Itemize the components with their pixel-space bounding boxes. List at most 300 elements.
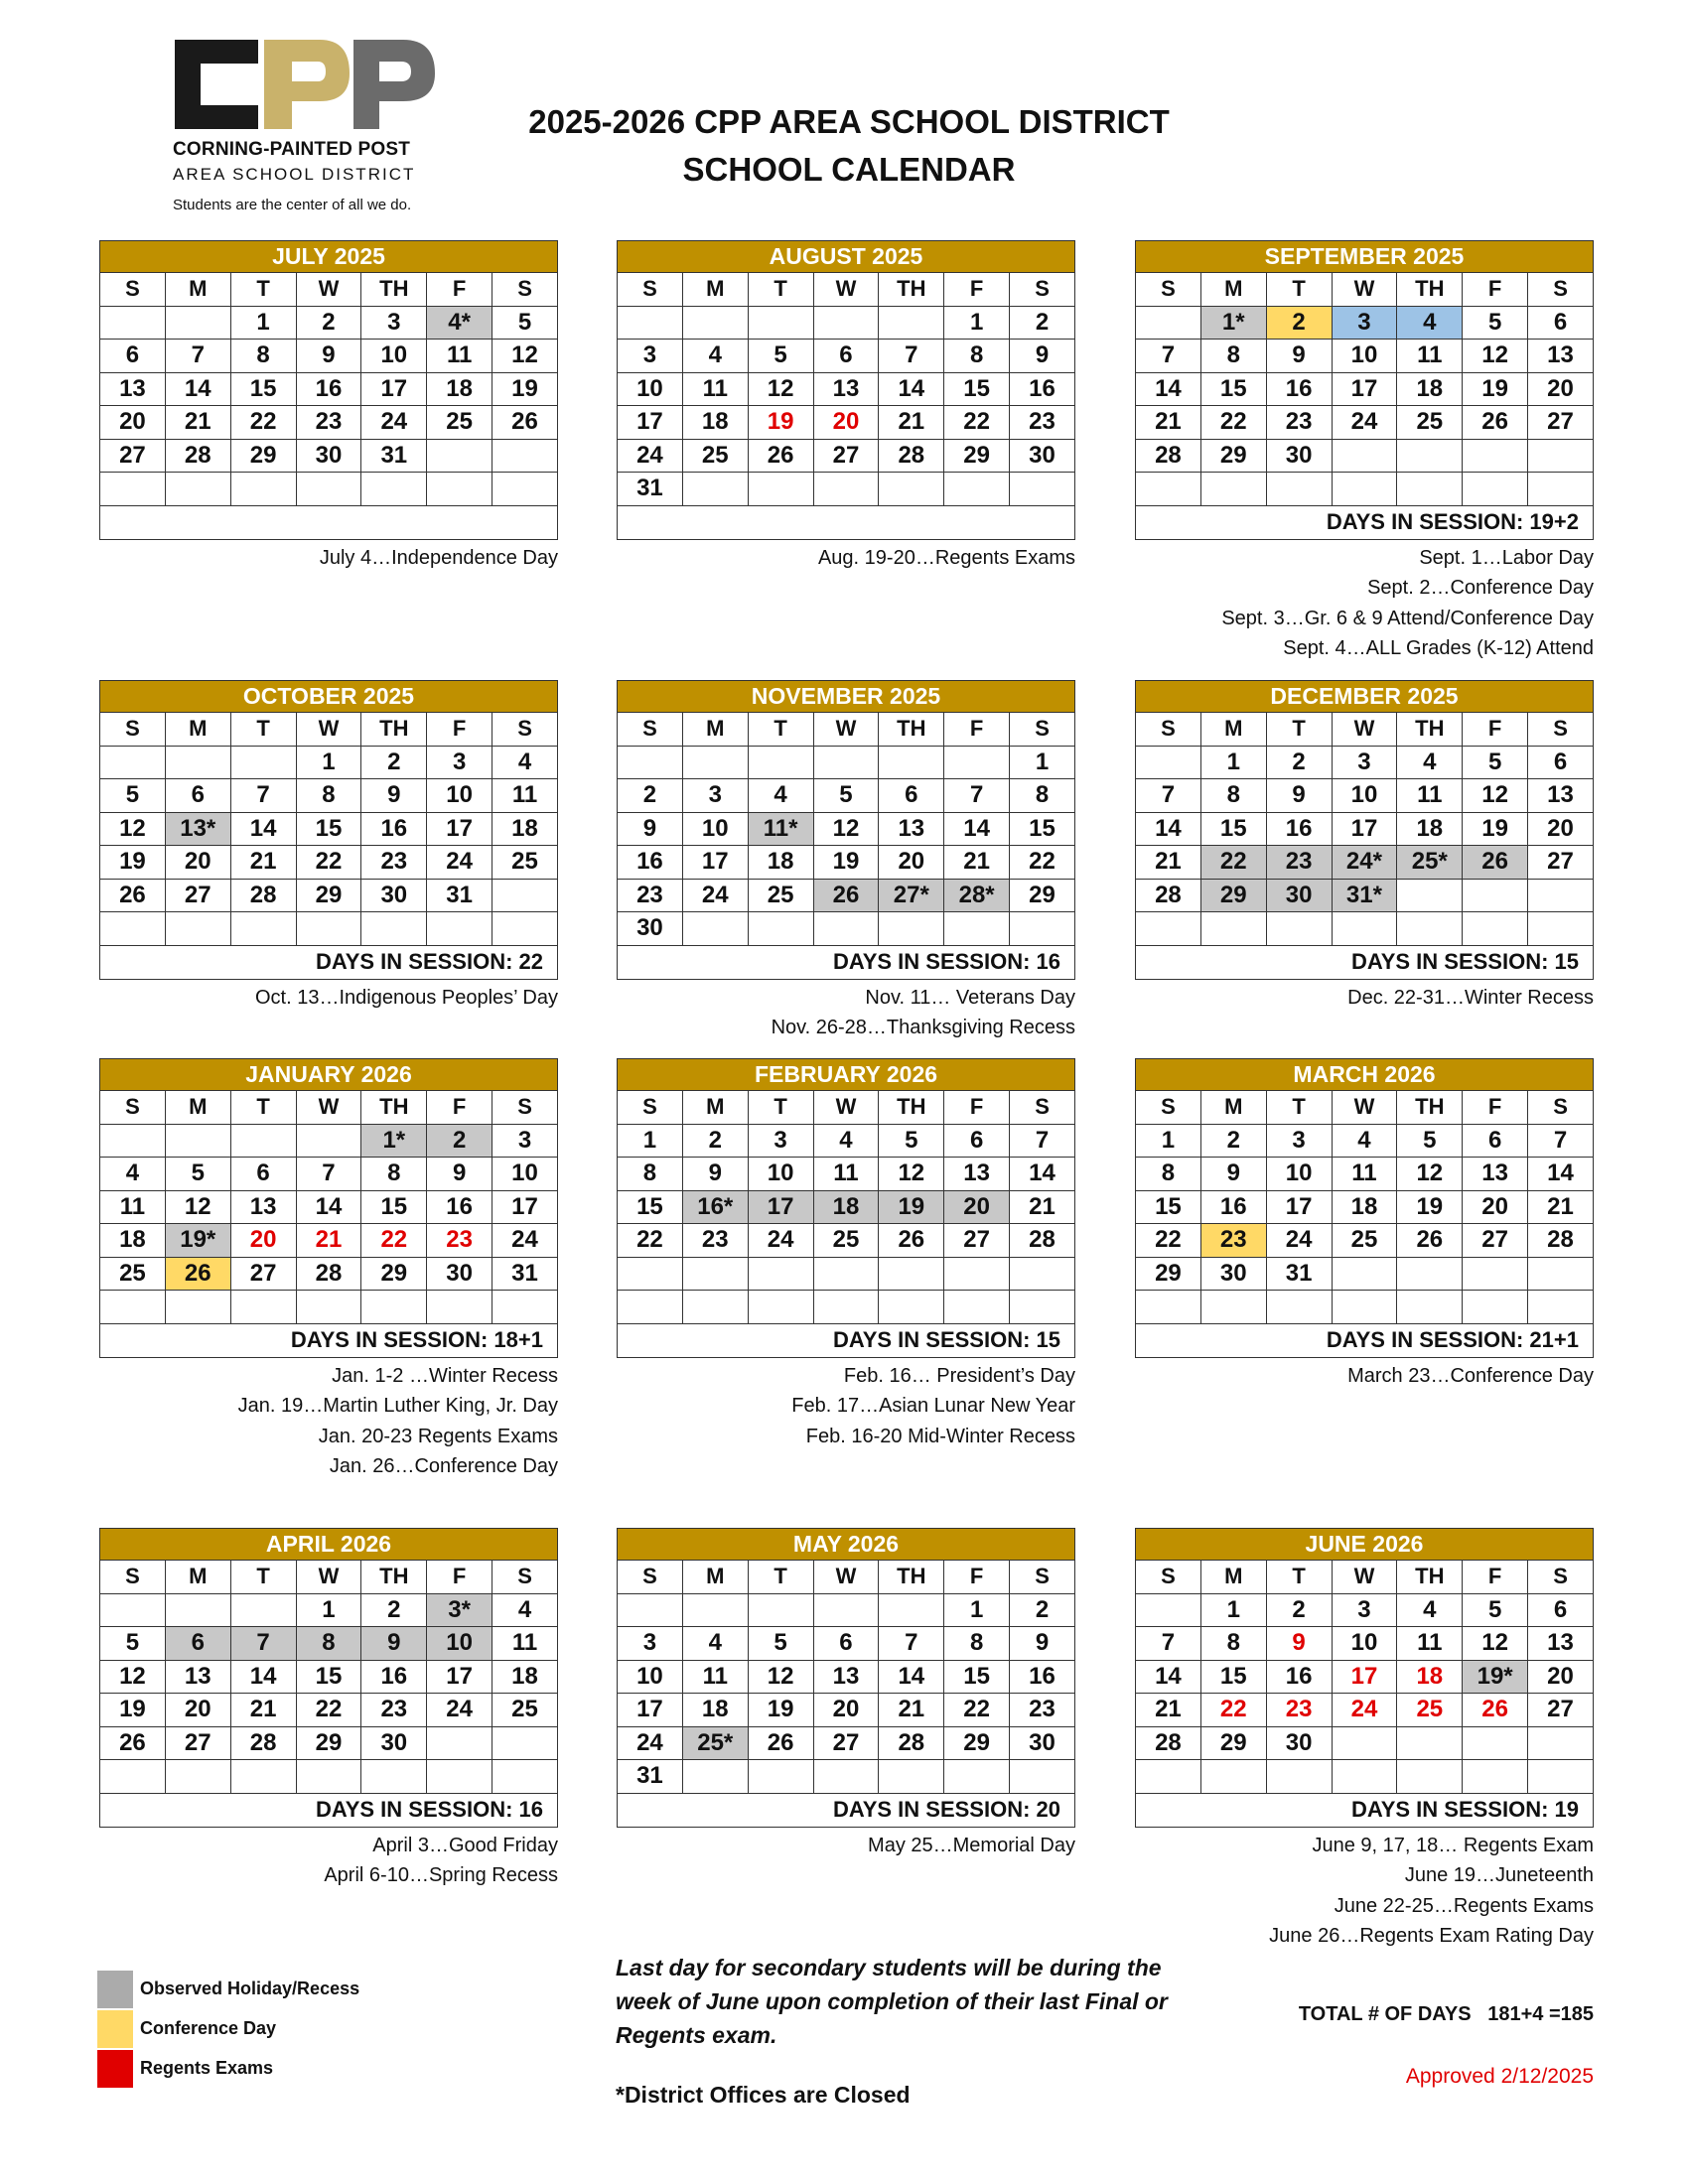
month-calendar bbox=[99, 1058, 558, 1482]
empty-day-cell bbox=[492, 439, 558, 473]
weekday-header: T bbox=[748, 273, 813, 307]
month-name: MARCH 2026 bbox=[1136, 1059, 1594, 1091]
weekday-header: M bbox=[165, 273, 230, 307]
day-cell: 2 bbox=[1266, 306, 1332, 340]
empty-day-cell bbox=[296, 473, 361, 506]
day-cell: 5 bbox=[1463, 746, 1528, 779]
day-cell: 9 bbox=[1266, 340, 1332, 373]
legend-label: Conference Day bbox=[140, 2018, 277, 2038]
day-cell: 6 bbox=[100, 340, 166, 373]
day-cell: 21 bbox=[230, 1694, 296, 1727]
day-cell: 16 bbox=[361, 812, 427, 846]
month-table bbox=[99, 680, 558, 980]
empty-day-cell bbox=[682, 1291, 748, 1324]
week-row bbox=[1136, 1726, 1594, 1760]
week-row bbox=[618, 340, 1075, 373]
day-cell: 23 bbox=[361, 1694, 427, 1727]
week-row bbox=[100, 1124, 558, 1158]
weekday-header: W bbox=[813, 273, 879, 307]
day-cell: 27 bbox=[1463, 1224, 1528, 1258]
day-cell: 12 bbox=[879, 1158, 944, 1191]
day-cell: 23 bbox=[618, 879, 683, 912]
week-row bbox=[100, 1694, 558, 1727]
day-cell: 6 bbox=[879, 779, 944, 813]
empty-day-cell bbox=[618, 746, 683, 779]
weekday-header: F bbox=[944, 1091, 1010, 1125]
day-cell: 30 bbox=[427, 1257, 492, 1291]
empty-day-cell bbox=[165, 912, 230, 946]
day-cell: 20 bbox=[165, 1694, 230, 1727]
empty-day-cell bbox=[1136, 1291, 1201, 1324]
week-row bbox=[1136, 746, 1594, 779]
days-in-session: DAYS IN SESSION: 21+1 bbox=[1136, 1323, 1594, 1357]
days-in-session: DAYS IN SESSION: 19+2 bbox=[1136, 505, 1594, 539]
weekday-header: M bbox=[682, 713, 748, 747]
weekday-header: W bbox=[813, 1091, 879, 1125]
empty-day-cell bbox=[748, 1593, 813, 1627]
week-row bbox=[618, 306, 1075, 340]
empty-day-cell bbox=[1397, 473, 1463, 506]
day-cell: 13 bbox=[100, 372, 166, 406]
empty-day-cell bbox=[100, 1760, 166, 1794]
empty-day-cell bbox=[492, 1726, 558, 1760]
day-cell: 1 bbox=[618, 1124, 683, 1158]
day-cell: 20 bbox=[1528, 1660, 1594, 1694]
day-cell: 8 bbox=[944, 340, 1010, 373]
weekday-header: S bbox=[1010, 273, 1075, 307]
day-cell: 11 bbox=[1397, 779, 1463, 813]
weekday-header: M bbox=[1200, 1561, 1266, 1594]
week-row bbox=[100, 306, 558, 340]
weekday-header: S bbox=[492, 273, 558, 307]
day-cell: 28 bbox=[230, 1726, 296, 1760]
days-in-session bbox=[100, 505, 558, 539]
empty-day-cell bbox=[296, 1291, 361, 1324]
month-note: Sept. 1…Labor Day bbox=[1419, 546, 1594, 569]
day-cell: 21 bbox=[944, 846, 1010, 880]
day-cell: 10 bbox=[427, 1627, 492, 1661]
day-cell: 15 bbox=[944, 372, 1010, 406]
month-notes bbox=[99, 543, 558, 574]
day-cell: 24 bbox=[1332, 1694, 1397, 1727]
week-row bbox=[618, 912, 1075, 946]
empty-day-cell bbox=[427, 439, 492, 473]
empty-day-cell bbox=[682, 1257, 748, 1291]
day-cell: 6 bbox=[1528, 746, 1594, 779]
day-cell: 23 bbox=[1266, 406, 1332, 440]
day-cell: 28 bbox=[1136, 879, 1201, 912]
day-cell: 19 bbox=[100, 846, 166, 880]
week-row bbox=[618, 846, 1075, 880]
month-name: OCTOBER 2025 bbox=[100, 681, 558, 713]
empty-day-cell bbox=[879, 306, 944, 340]
weekday-header: TH bbox=[361, 713, 427, 747]
day-cell: 1* bbox=[1200, 306, 1266, 340]
day-cell: 12 bbox=[1463, 1627, 1528, 1661]
weekday-header: W bbox=[813, 1561, 879, 1594]
day-cell: 21 bbox=[1136, 1694, 1201, 1727]
month-table bbox=[99, 240, 558, 540]
day-cell: 6 bbox=[1463, 1124, 1528, 1158]
day-cell: 7 bbox=[1136, 779, 1201, 813]
empty-day-cell bbox=[1136, 306, 1201, 340]
week-row bbox=[100, 1627, 558, 1661]
week-row bbox=[1136, 1694, 1594, 1727]
day-cell: 4 bbox=[1397, 1593, 1463, 1627]
day-cell: 7 bbox=[230, 1627, 296, 1661]
day-cell: 12 bbox=[748, 1660, 813, 1694]
weekday-header: W bbox=[1332, 713, 1397, 747]
day-cell: 14 bbox=[165, 372, 230, 406]
day-cell: 24 bbox=[1266, 1224, 1332, 1258]
weekday-header: M bbox=[682, 1091, 748, 1125]
day-cell: 26 bbox=[165, 1257, 230, 1291]
month-table bbox=[99, 1058, 558, 1358]
empty-day-cell bbox=[1332, 1291, 1397, 1324]
day-cell: 30 bbox=[296, 439, 361, 473]
legend-item-regents bbox=[97, 2050, 415, 2090]
empty-day-cell bbox=[296, 1760, 361, 1794]
logo-district-name: CORNING-PAINTED POST bbox=[173, 139, 411, 160]
month-note: April 6-10…Spring Recess bbox=[324, 1864, 558, 1886]
empty-day-cell bbox=[100, 1593, 166, 1627]
day-cell: 15 bbox=[1010, 812, 1075, 846]
day-cell: 15 bbox=[944, 1660, 1010, 1694]
day-cell: 18 bbox=[1332, 1190, 1397, 1224]
day-cell: 3 bbox=[1332, 1593, 1397, 1627]
day-cell: 12 bbox=[100, 1660, 166, 1694]
day-cell: 8 bbox=[361, 1158, 427, 1191]
legend bbox=[97, 1971, 415, 2090]
month-notes bbox=[617, 1361, 1075, 1452]
day-cell: 9 bbox=[427, 1158, 492, 1191]
empty-day-cell bbox=[1528, 879, 1594, 912]
day-cell: 16* bbox=[682, 1190, 748, 1224]
day-cell: 2 bbox=[1010, 1593, 1075, 1627]
day-cell: 8 bbox=[944, 1627, 1010, 1661]
day-cell: 13 bbox=[944, 1158, 1010, 1191]
day-cell: 15 bbox=[618, 1190, 683, 1224]
empty-day-cell bbox=[1136, 473, 1201, 506]
day-cell: 14 bbox=[879, 372, 944, 406]
day-cell: 8 bbox=[1200, 779, 1266, 813]
week-row bbox=[1136, 1660, 1594, 1694]
weekday-header: M bbox=[1200, 273, 1266, 307]
day-cell: 10 bbox=[492, 1158, 558, 1191]
day-cell: 6 bbox=[165, 1627, 230, 1661]
day-cell: 29 bbox=[1010, 879, 1075, 912]
day-cell: 29 bbox=[944, 439, 1010, 473]
day-cell: 25 bbox=[1397, 1694, 1463, 1727]
empty-day-cell bbox=[748, 1291, 813, 1324]
day-cell: 14 bbox=[1136, 1660, 1201, 1694]
day-cell: 2 bbox=[1200, 1124, 1266, 1158]
day-cell: 23 bbox=[1266, 1694, 1332, 1727]
week-row bbox=[618, 1257, 1075, 1291]
week-row bbox=[618, 1224, 1075, 1258]
empty-day-cell bbox=[813, 1257, 879, 1291]
day-cell: 2 bbox=[361, 1593, 427, 1627]
day-cell: 18 bbox=[100, 1224, 166, 1258]
day-cell: 18 bbox=[492, 812, 558, 846]
day-cell: 10 bbox=[1332, 1627, 1397, 1661]
empty-day-cell bbox=[618, 1291, 683, 1324]
week-row bbox=[618, 1291, 1075, 1324]
week-row bbox=[100, 912, 558, 946]
month-notes bbox=[1135, 543, 1594, 664]
day-cell: 5 bbox=[1463, 1593, 1528, 1627]
day-cell: 5 bbox=[165, 1158, 230, 1191]
day-cell: 27 bbox=[1528, 1694, 1594, 1727]
weekday-header: TH bbox=[1397, 273, 1463, 307]
month-note: March 23…Conference Day bbox=[1347, 1364, 1594, 1387]
day-cell: 24 bbox=[618, 439, 683, 473]
day-cell: 19 bbox=[1397, 1190, 1463, 1224]
legend-item-holiday bbox=[97, 1971, 415, 2010]
month-table bbox=[617, 1528, 1075, 1828]
weekday-header: S bbox=[1136, 1091, 1201, 1125]
weekday-header: TH bbox=[879, 1091, 944, 1125]
day-cell: 25 bbox=[100, 1257, 166, 1291]
weekday-header: M bbox=[165, 1561, 230, 1594]
weekday-header: S bbox=[618, 273, 683, 307]
empty-day-cell bbox=[1397, 1760, 1463, 1794]
day-cell: 13 bbox=[813, 372, 879, 406]
weekday-header: M bbox=[165, 713, 230, 747]
empty-day-cell bbox=[100, 306, 166, 340]
day-cell: 25 bbox=[427, 406, 492, 440]
day-cell: 17 bbox=[1332, 812, 1397, 846]
month-note: June 26…Regents Exam Rating Day bbox=[1269, 1925, 1594, 1947]
day-cell: 30 bbox=[618, 912, 683, 946]
empty-day-cell bbox=[1463, 912, 1528, 946]
day-cell: 10 bbox=[1332, 779, 1397, 813]
week-row bbox=[100, 1291, 558, 1324]
week-row bbox=[1136, 1593, 1594, 1627]
day-cell: 30 bbox=[1266, 439, 1332, 473]
weekday-header: F bbox=[1463, 1561, 1528, 1594]
month-note: Jan. 19…Martin Luther King, Jr. Day bbox=[237, 1395, 558, 1417]
day-cell: 16 bbox=[1010, 1660, 1075, 1694]
day-cell: 3 bbox=[618, 1627, 683, 1661]
day-cell: 1 bbox=[944, 1593, 1010, 1627]
day-cell: 14 bbox=[296, 1190, 361, 1224]
week-row bbox=[100, 846, 558, 880]
days-in-session: DAYS IN SESSION: 16 bbox=[618, 945, 1075, 979]
day-cell: 16 bbox=[296, 372, 361, 406]
empty-day-cell bbox=[813, 1593, 879, 1627]
month-name: JUNE 2026 bbox=[1136, 1529, 1594, 1561]
empty-day-cell bbox=[1266, 473, 1332, 506]
month-note: Jan. 20-23 Regents Exams bbox=[318, 1425, 558, 1447]
month-note: Oct. 13…Indigenous Peoples’ Day bbox=[255, 986, 558, 1009]
day-cell: 21 bbox=[879, 406, 944, 440]
day-cell: 17 bbox=[618, 1694, 683, 1727]
day-cell: 13 bbox=[1463, 1158, 1528, 1191]
day-cell: 27 bbox=[813, 439, 879, 473]
month-note: Nov. 26-28…Thanksgiving Recess bbox=[771, 1017, 1075, 1038]
day-cell: 12 bbox=[1463, 340, 1528, 373]
empty-day-cell bbox=[1332, 473, 1397, 506]
weekday-header: M bbox=[165, 1091, 230, 1125]
day-cell: 12 bbox=[748, 372, 813, 406]
empty-day-cell bbox=[492, 473, 558, 506]
day-cell: 27* bbox=[879, 879, 944, 912]
empty-day-cell bbox=[230, 1593, 296, 1627]
week-row bbox=[1136, 1158, 1594, 1191]
week-row bbox=[100, 1224, 558, 1258]
day-cell: 16 bbox=[618, 846, 683, 880]
empty-day-cell bbox=[813, 306, 879, 340]
week-row bbox=[1136, 1627, 1594, 1661]
day-cell: 16 bbox=[361, 1660, 427, 1694]
day-cell: 19 bbox=[879, 1190, 944, 1224]
legend-label: Regents Exams bbox=[140, 2058, 274, 2078]
month-table bbox=[617, 240, 1075, 540]
day-cell: 8 bbox=[1200, 340, 1266, 373]
month-note: Aug. 19-20…Regents Exams bbox=[817, 546, 1075, 569]
day-cell: 6 bbox=[1528, 1593, 1594, 1627]
day-cell: 18 bbox=[492, 1660, 558, 1694]
day-cell: 29 bbox=[1136, 1257, 1201, 1291]
week-row bbox=[100, 1158, 558, 1191]
day-cell: 1 bbox=[1136, 1124, 1201, 1158]
total-days: TOTAL # OF DAYS 181+4 =185 bbox=[1298, 2003, 1594, 2025]
day-cell: 22 bbox=[944, 406, 1010, 440]
month-note: Sept. 3…Gr. 6 & 9 Attend/Conference Day bbox=[1221, 607, 1594, 629]
day-cell: 25 bbox=[492, 846, 558, 880]
empty-day-cell bbox=[682, 746, 748, 779]
day-cell: 30 bbox=[361, 1726, 427, 1760]
weekday-header: S bbox=[100, 1561, 166, 1594]
week-row bbox=[1136, 1257, 1594, 1291]
day-cell: 5 bbox=[813, 779, 879, 813]
day-cell: 28 bbox=[1136, 1726, 1201, 1760]
day-cell: 27 bbox=[165, 879, 230, 912]
day-cell: 14 bbox=[1136, 812, 1201, 846]
day-cell: 14 bbox=[944, 812, 1010, 846]
month-note: June 22-25…Regents Exams bbox=[1334, 1894, 1594, 1917]
cpp-logo-mark bbox=[175, 40, 435, 129]
day-cell: 1 bbox=[230, 306, 296, 340]
day-cell: 11 bbox=[492, 1627, 558, 1661]
day-cell: 15 bbox=[296, 1660, 361, 1694]
month-name: AUGUST 2025 bbox=[618, 241, 1075, 273]
day-cell: 8 bbox=[1200, 1627, 1266, 1661]
week-row bbox=[618, 812, 1075, 846]
day-cell: 23 bbox=[682, 1224, 748, 1258]
weekday-header: T bbox=[230, 273, 296, 307]
day-cell: 19* bbox=[1463, 1660, 1528, 1694]
weekday-header: W bbox=[296, 1561, 361, 1594]
day-cell: 26 bbox=[100, 1726, 166, 1760]
empty-day-cell bbox=[230, 1760, 296, 1794]
days-in-session: DAYS IN SESSION: 15 bbox=[1136, 945, 1594, 979]
day-cell: 17 bbox=[748, 1190, 813, 1224]
empty-day-cell bbox=[682, 473, 748, 506]
day-cell: 25 bbox=[1332, 1224, 1397, 1258]
day-cell: 31 bbox=[361, 439, 427, 473]
week-row bbox=[100, 1593, 558, 1627]
empty-day-cell bbox=[879, 1760, 944, 1794]
week-row bbox=[100, 473, 558, 506]
day-cell: 4 bbox=[100, 1158, 166, 1191]
day-cell: 19 bbox=[100, 1694, 166, 1727]
week-row bbox=[100, 812, 558, 846]
empty-day-cell bbox=[1200, 912, 1266, 946]
legend-swatch-regents bbox=[97, 2050, 133, 2088]
day-cell: 2 bbox=[1266, 1593, 1332, 1627]
empty-day-cell bbox=[813, 746, 879, 779]
day-cell: 11 bbox=[492, 779, 558, 813]
day-cell: 28 bbox=[230, 879, 296, 912]
month-calendar bbox=[99, 680, 558, 1013]
month-name: FEBRUARY 2026 bbox=[618, 1059, 1075, 1091]
day-cell: 22 bbox=[1200, 846, 1266, 880]
day-cell: 24 bbox=[427, 846, 492, 880]
day-cell: 28 bbox=[296, 1257, 361, 1291]
empty-day-cell bbox=[1397, 439, 1463, 473]
day-cell: 20 bbox=[1463, 1190, 1528, 1224]
day-cell: 26 bbox=[748, 1726, 813, 1760]
empty-day-cell bbox=[879, 912, 944, 946]
empty-day-cell bbox=[1200, 1291, 1266, 1324]
empty-day-cell bbox=[296, 912, 361, 946]
weekday-header: S bbox=[1528, 273, 1594, 307]
day-cell: 20 bbox=[813, 406, 879, 440]
day-cell: 24 bbox=[682, 879, 748, 912]
day-cell: 7 bbox=[1528, 1124, 1594, 1158]
day-cell: 1 bbox=[944, 306, 1010, 340]
empty-day-cell bbox=[1463, 1291, 1528, 1324]
day-cell: 14 bbox=[230, 1660, 296, 1694]
day-cell: 22 bbox=[1010, 846, 1075, 880]
day-cell: 23 bbox=[1200, 1224, 1266, 1258]
week-row bbox=[1136, 1124, 1594, 1158]
empty-day-cell bbox=[100, 1291, 166, 1324]
day-cell: 9 bbox=[618, 812, 683, 846]
empty-day-cell bbox=[748, 912, 813, 946]
weekday-header: M bbox=[682, 273, 748, 307]
month-note: Feb. 17…Asian Lunar New Year bbox=[791, 1395, 1075, 1417]
weekday-header: S bbox=[1136, 1561, 1201, 1594]
weekday-header: M bbox=[1200, 1091, 1266, 1125]
weekday-header: W bbox=[296, 273, 361, 307]
day-cell: 1 bbox=[296, 1593, 361, 1627]
empty-day-cell bbox=[1010, 1291, 1075, 1324]
day-cell: 26 bbox=[1463, 1694, 1528, 1727]
empty-day-cell bbox=[748, 1760, 813, 1794]
month-calendar bbox=[617, 680, 1075, 1043]
day-cell: 18 bbox=[682, 1694, 748, 1727]
day-cell: 31 bbox=[492, 1257, 558, 1291]
day-cell: 11 bbox=[427, 340, 492, 373]
empty-day-cell bbox=[492, 879, 558, 912]
week-row bbox=[1136, 812, 1594, 846]
day-cell: 21 bbox=[879, 1694, 944, 1727]
logo-district-subtitle: AREA SCHOOL DISTRICT bbox=[173, 165, 416, 184]
weekday-header: S bbox=[1528, 1561, 1594, 1594]
empty-day-cell bbox=[1528, 1257, 1594, 1291]
empty-day-cell bbox=[1010, 1760, 1075, 1794]
month-name: MAY 2026 bbox=[618, 1529, 1075, 1561]
day-cell: 27 bbox=[813, 1726, 879, 1760]
weekday-header: TH bbox=[879, 273, 944, 307]
week-row bbox=[1136, 406, 1594, 440]
day-cell: 22 bbox=[1200, 406, 1266, 440]
day-cell: 17 bbox=[427, 1660, 492, 1694]
empty-day-cell bbox=[1332, 1257, 1397, 1291]
